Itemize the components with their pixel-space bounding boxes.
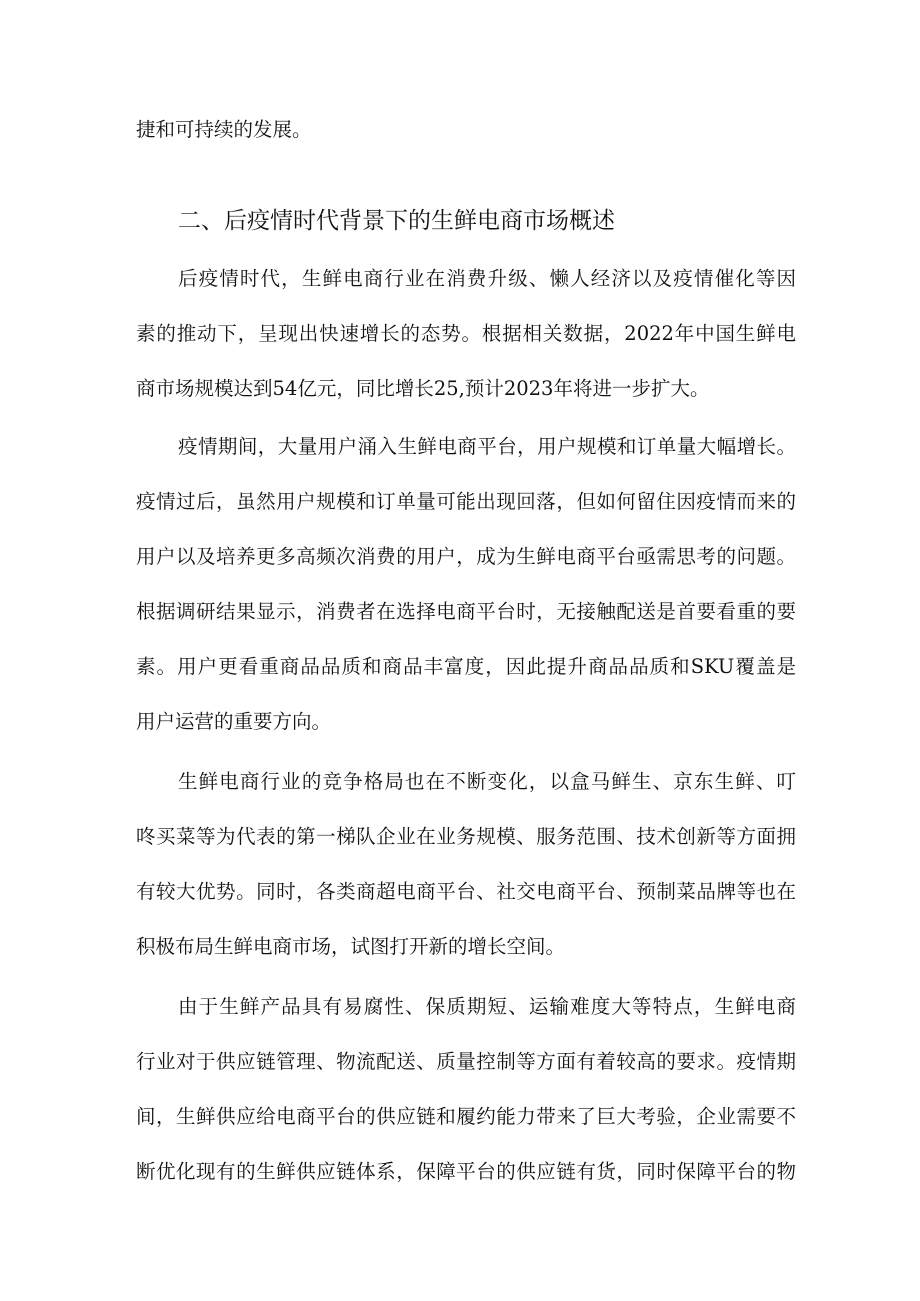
intro-tail-line: 捷和可持续的发展。 — [136, 118, 312, 141]
paragraph-line: 有较大优势。同时，各类商超电商平台、社交电商平台、预制菜品牌等也在 — [136, 880, 796, 903]
paragraph-line: 行业对于供应链管理、物流配送、质量控制等方面有着较高的要求。疫情期 — [136, 1050, 796, 1073]
paragraph-line: 疫情过后，虽然用户规模和订单量可能出现回落，但如何留住因疫情而来的 — [136, 490, 796, 513]
paragraph-line: 素的推动下，呈现出快速增长的态势。根据相关数据，2022年中国生鲜电 — [136, 322, 796, 345]
paragraph-line: 间，生鲜供应给电商平台的供应链和履约能力带来了巨大考验，企业需要不 — [136, 1105, 796, 1128]
paragraph-line: 用户以及培养更多高频次消费的用户，成为生鲜电商平台亟需思考的问题。 — [136, 545, 796, 568]
paragraph-line: 咚买菜等为代表的第一梯队企业在业务规模、服务范围、技术创新等方面拥 — [136, 825, 796, 848]
paragraph-line: 积极布局生鲜电商市场，试图打开新的增长空间。 — [136, 935, 566, 958]
paragraph-line: 用户运营的重要方向。 — [136, 710, 332, 733]
paragraph-line: 由于生鲜产品具有易腐性、保质期短、运输难度大等特点，生鲜电商 — [178, 995, 796, 1018]
paragraph-line: 生鲜电商行业的竞争格局也在不断变化，以盒马鲜生、京东生鲜、叮 — [178, 770, 796, 793]
paragraph-line: 疫情期间，大量用户涌入生鲜电商平台，用户规模和订单量大幅增长。 — [178, 435, 796, 458]
paragraph-line: 商市场规模达到54亿元，同比增长25,预计2023年将进一步扩大。 — [136, 377, 710, 400]
paragraph-line: 后疫情时代，生鲜电商行业在消费升级、懒人经济以及疫情催化等因 — [178, 267, 796, 290]
paragraph-line: 根据调研结果显示，消费者在选择电商平台时，无接触配送是首要看重的要 — [136, 600, 796, 623]
section-heading: 二、后疫情时代背景下的生鲜电商市场概述 — [178, 208, 615, 234]
paragraph-line: 素。用户更看重商品品质和商品丰富度，因此提升商品品质和SKU覆盖是 — [136, 655, 796, 678]
paragraph-line: 断优化现有的生鲜供应链体系，保障平台的供应链有货，同时保障平台的物 — [136, 1160, 796, 1183]
